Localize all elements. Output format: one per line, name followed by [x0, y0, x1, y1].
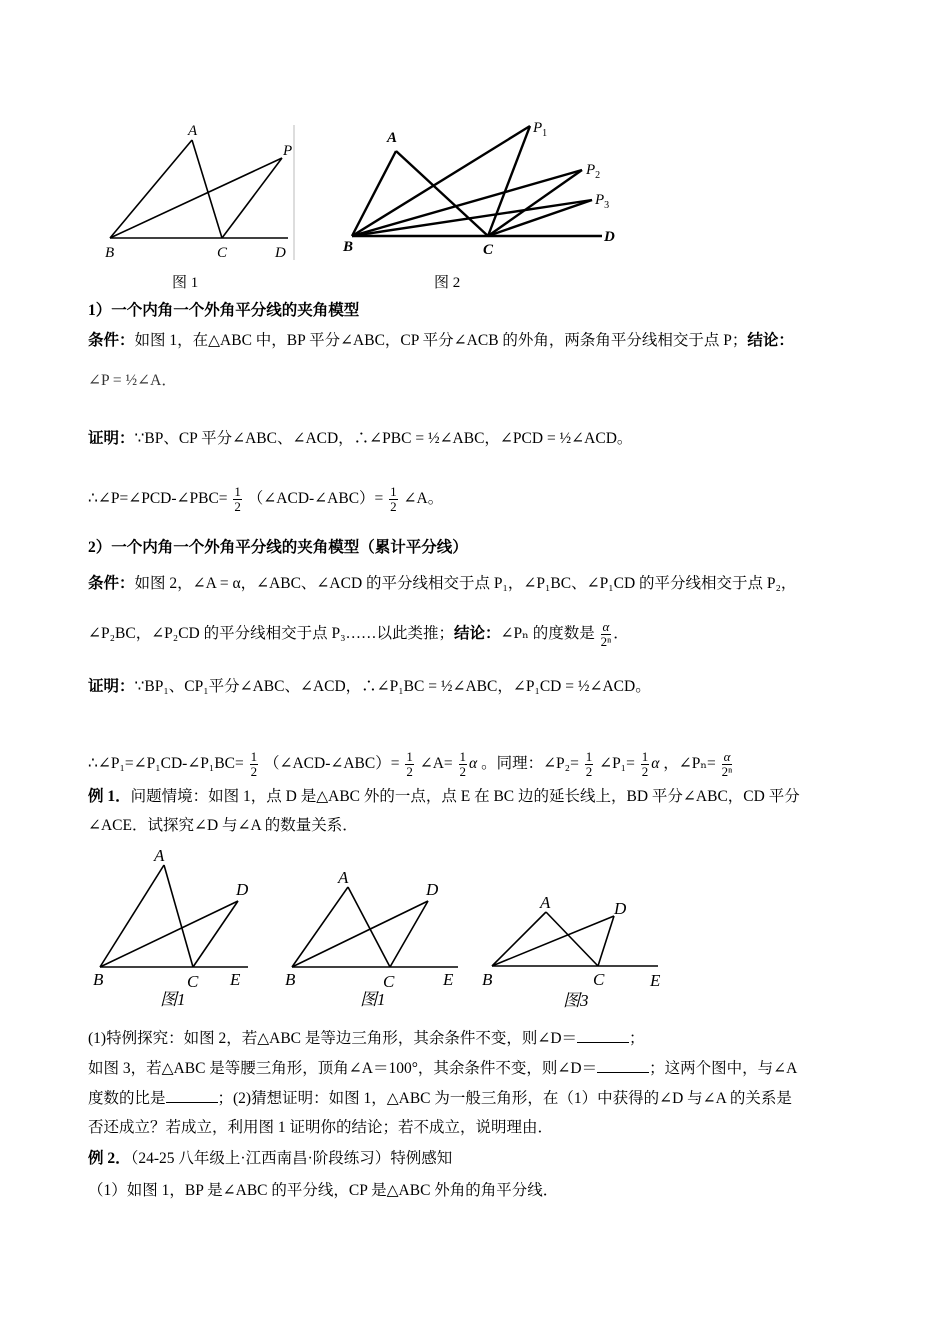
example1-q1: (1)特例探究：如图 2，若△ABC 是等边三角形，其余条件不变，则∠D＝ ；	[88, 1026, 645, 1050]
section1-heading: 1）一个内角一个外角平分线的夹角模型	[88, 302, 360, 319]
example1-figure-a	[88, 845, 263, 1010]
example1-text2: ∠ACE．试探究∠D 与∠A 的数量关系．	[88, 817, 358, 834]
ex1a-label-B: B	[93, 970, 104, 989]
example2-heading: 例 2．（24-25 八年级上·江西南昌·阶段练习）特例感知	[88, 1150, 453, 1167]
fig2-label-A: A	[387, 130, 398, 146]
fig2-label-C: C	[483, 242, 494, 258]
fig1-label-C: C	[217, 245, 228, 261]
example1-q3: 度数的比是 ；(2)猜想证明：如图 1，△ABC 为一般三角形，在（1）中获得的∠D 与∠A 的关系是	[88, 1086, 792, 1110]
section1-conclusion-formula: ∠P = ½∠A．	[88, 372, 177, 389]
ex1c-caption: 图3	[563, 991, 589, 1010]
fig2-segment-BP1	[352, 126, 530, 236]
half-fraction: $\frac{1}{2}$	[250, 749, 258, 779]
fig2-segment-BP3	[352, 200, 592, 236]
fig1-caption: 图 1	[172, 275, 199, 291]
example1-figure-c	[478, 890, 678, 1010]
section2-condition: 条件：如图 2，∠A = α，∠ABC、∠ACD 的平分线相交于点 P₁，∠P₁BC、∠P₁CD 的平分线相交于点 P₂，	[88, 575, 797, 592]
fig1-label-P: P	[283, 143, 293, 159]
example1-figure-b	[280, 865, 465, 1010]
fig2-segment-BP2	[352, 170, 582, 236]
section1-proof: 证明：∵BP、CP 平分∠ABC、∠ACD，∴∠PBC = ½∠ABC，∠PCD = ½∠ACD。	[88, 430, 633, 447]
fig1-segment-BA	[110, 140, 192, 238]
ex1b-label-B: B	[285, 970, 296, 989]
fig1-segment-AC	[192, 140, 222, 238]
fig2-segment-CP1	[488, 126, 530, 236]
fig1-label-B: B	[105, 245, 115, 261]
answer-blank[interactable]	[166, 1086, 218, 1103]
section1-condition: 条件：如图 1，在△ABC 中，BP 平分∠ABC，CP 平分∠ACB 的外角，两条角平分线相交于点 P；结论：	[88, 332, 794, 349]
half-fraction: $\frac{1}{2}$	[390, 484, 397, 514]
fig2-label-B: B	[343, 239, 354, 255]
ex1c-label-E: E	[650, 971, 661, 990]
ex1c-label-A: A	[540, 893, 551, 912]
ex1a-label-D: D	[236, 880, 249, 899]
section2-proof-line2: ∴∠P₁=∠P₁CD-∠P₁BC= $\frac{1}{2}$ （∠ACD-∠ABC）= $\frac{1}{2}$ ∠A= $\frac{1}{2}$ α 。同理：∠P₂= $\frac{1}{2}$ ∠P₁= $\frac{1}{2}$ α ，∠Pₙ= $\frac{\alpha}{\text{2ⁿ}}$	[88, 749, 733, 779]
section2-heading: 2）一个内角一个外角平分线的夹角模型（累计平分线）	[88, 539, 468, 556]
ex1b-label-E: E	[443, 970, 454, 989]
figure-1-top	[100, 120, 300, 265]
ex1b-segment-BA	[292, 887, 348, 967]
ex1c-label-D: D	[614, 899, 627, 918]
ex1a-caption: 图1	[160, 990, 186, 1009]
fig2-caption: 图 2	[434, 275, 461, 291]
ex1a-label-A: A	[154, 846, 165, 865]
fig2-label-P3: $P_3$	[595, 192, 610, 211]
half-fraction: $\frac{1}{2}$	[406, 749, 413, 779]
fig1-label-D: D	[275, 245, 286, 261]
half-fraction: $\frac{1}{2}$	[459, 749, 467, 779]
ex1c-label-C: C	[593, 970, 605, 989]
ex1c-segment-BD	[492, 916, 614, 966]
ex1a-segment-AC	[164, 865, 193, 967]
ex1c-segment-CD	[598, 916, 614, 966]
fig2-segment-CP3	[488, 200, 592, 236]
ex1c-segment-AC	[546, 912, 598, 966]
ex1b-segment-AC	[348, 887, 390, 967]
alpha-over-2n: $\frac{\alpha}{\text{2ⁿ}}$	[600, 619, 612, 649]
ex1b-label-C: C	[383, 972, 395, 991]
fig2-label-D: D	[604, 229, 615, 245]
section2-proof: 证明：∵BP₁、CP₁平分∠ABC、∠ACD，∴∠P₁BC = ½∠ABC，∠P₁CD = ½∠ACD。	[88, 678, 651, 695]
example1-q4: 否还成立？若成立，利用图 1 证明你的结论；若不成立，说明理由．	[88, 1119, 554, 1136]
figure-2-top	[340, 118, 625, 258]
section2-condition2: ∠P₂BC，∠P₂CD 的平分线相交于点 P₃……以此类推；结论：∠Pₙ 的度数是 $\frac{\alpha}{\text{2ⁿ}}$ ．	[88, 619, 629, 649]
example1-text1: 例 1．问题情境：如图 1，点 D 是△ABC 外的一点，点 E 在 BC 边的延长线上，BD 平分∠ABC，CD 平分	[88, 788, 800, 805]
ex1c-label-B: B	[482, 970, 493, 989]
answer-blank[interactable]	[597, 1056, 649, 1073]
fig1-segment-BP	[110, 158, 282, 238]
ex1c-segment-BA	[492, 912, 546, 966]
half-fraction: $\frac{1}{2}$	[234, 484, 241, 514]
answer-blank[interactable]	[577, 1026, 629, 1043]
ex1b-label-A: A	[338, 868, 349, 887]
fig2-label-P1: $P_1$	[533, 120, 548, 139]
ex1b-label-D: D	[426, 880, 439, 899]
example2-q1: （1）如图 1，BP 是∠ABC 的平分线，CP 是△ABC 外角的角平分线．	[88, 1182, 559, 1199]
ex1a-label-E: E	[230, 970, 241, 989]
ex1a-label-C: C	[187, 972, 199, 991]
fig1-label-A: A	[188, 123, 198, 139]
ex1b-caption: 图1	[360, 990, 386, 1009]
fig2-label-P2: $P_2$	[586, 162, 601, 181]
section1-proof-line2: ∴∠P=∠PCD-∠PBC= $\frac{1}{2}$ （∠ACD-∠ABC）= $\frac{1}{2}$ ∠A。	[88, 484, 444, 514]
half-fraction: $\frac{1}{2}$	[585, 749, 593, 779]
alpha-over-2n: $\frac{\alpha}{\text{2ⁿ}}$	[721, 749, 733, 779]
half-fraction: $\frac{1}{2}$	[641, 749, 649, 779]
fig1-segment-CP	[222, 158, 282, 238]
example1-q2: 如图 3，若△ABC 是等腰三角形，顶角∠A＝100°，其余条件不变，则∠D＝ ；这两个图中，与∠A	[88, 1056, 797, 1080]
